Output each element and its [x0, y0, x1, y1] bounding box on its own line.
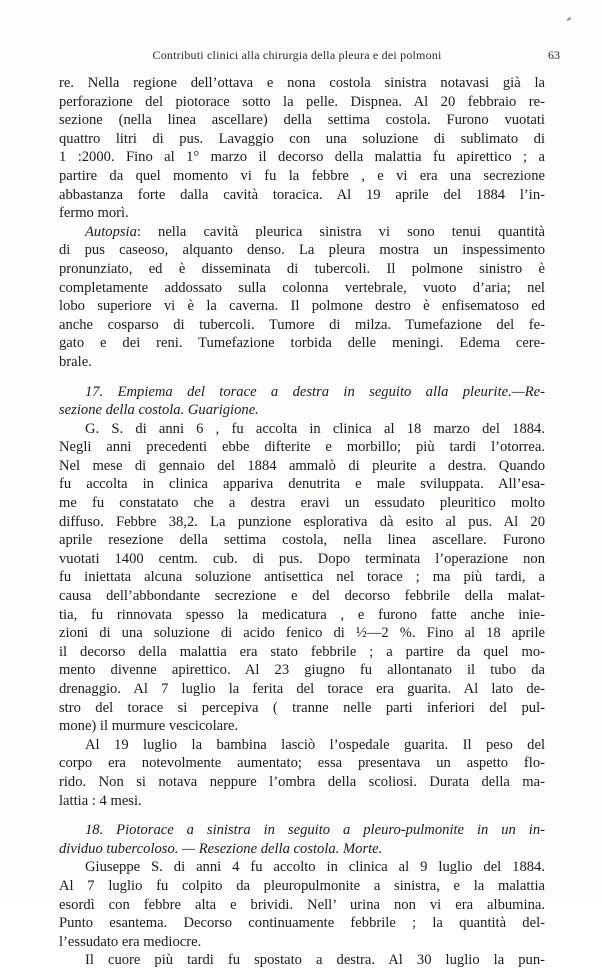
text-line: Nel mese di gennaio del 1884 ammalò di pleurite a destra. Quando: [59, 457, 545, 474]
text-line: drenaggio. Al 7 luglio la ferita del torace era guarita. Al lato de-: [59, 681, 545, 697]
autopsy-text: : nella cavità pleurica sinistra vi sono tenui quantità: [136, 223, 545, 240]
text-line: perforazione del piotorace sotto la pelle. Dispnea. Al 20 febbraio re-: [59, 93, 545, 110]
text-line: l’essudato era mediocre.: [59, 933, 202, 950]
paper-speck: [567, 17, 571, 21]
text-line: mone) il murmure vescicolare.: [59, 718, 239, 735]
body-text: [59, 74, 545, 970]
text-line: causa dell’abbondante secrezione e del decorso febbrile della malat-: [59, 588, 545, 605]
text-line: mento divenne apirettico. Al 23 giugno fu allontanato il tubo da: [59, 662, 545, 679]
case-18-heading: dividuo tubercoloso. — Resezione della costola. Morte.: [59, 840, 383, 857]
text-line: sezione (nella linea ascellare) della settima costola. Furono vuotati: [59, 112, 545, 129]
case-17-heading: sezione della costola. Guarigione.: [59, 402, 259, 419]
text-line: Giuseppe S. di anni 4 fu accolto in clinica al 9 luglio del 1884.: [85, 859, 545, 876]
section-gap: [59, 372, 545, 383]
text-line: gato e dei reni. Tumefazione torbida delle meningi. Edema cere-: [59, 335, 545, 352]
case-17-heading: 17. Empiema del torace a destra in seguito alla pleurite.—Re-: [85, 383, 545, 400]
text-line: aprile resezione della settima costola, nella linea ascellare. Furono: [59, 532, 545, 549]
text-line: anche cosparso di tubercoli. Tumore di milza. Tumefazione del fe-: [59, 316, 545, 333]
text-line: Negli anni precedenti ebbe difterite e morbillo; più tardi l’otorrea.: [59, 439, 545, 456]
text-line: zioni di una soluzione di acido fenico di ½—2 %. Fino al 18 aprile: [59, 625, 545, 642]
text-line: completamente addossato sulla colonna vertebrale, vuoto d’aria; nel: [59, 279, 545, 296]
case-18-heading: 18. Piotorace a sinistra in seguito a pleuro-pulmonite in un in-: [85, 822, 545, 839]
text-line: rido. Non si notava neppure l’ombra della scoliosi. Durata della ma-: [59, 773, 545, 790]
text-line: Al 19 luglio la bambina lasciò l’ospedale guarita. Il peso del: [85, 736, 545, 753]
autopsy-first-line: [59, 223, 545, 242]
text-line: re. Nella regione dell’ottava e nona costola sinistra notavasi già la: [59, 75, 545, 91]
text-line: diffuso. Febbre 38,2. La punzione esplorativa dà esito al pus. Al 20: [59, 513, 545, 530]
text-line: partire da quel momento vi fu la febbre , e vi era una secrezione: [59, 167, 545, 184]
text-line: esordì con febbre alta e brividi. Nell’ urina non vi era albumina.: [59, 896, 545, 913]
text-line: fu accolta in clinica appariva denutrita e male sviluppata. All’esa-: [59, 476, 545, 493]
text-line: Il cuore più tardi fu spostato a destra. Al 30 luglio la pun-: [85, 952, 545, 969]
text-line: fu iniettata alcuna soluzione antisettica nel torace ; ma più tardi, a: [59, 569, 545, 586]
text-line: il decorso della malattia era stato febbrile ; a partire da quel mo-: [59, 643, 545, 660]
autopsy-label: Autopsia: [85, 223, 137, 240]
text-line: Punto esantema. Decorso continuamente febbrile ; la quantità del-: [59, 915, 545, 932]
text-line: lobo superiore vi è la caverna. Il polmone destro è enfisematoso ed: [59, 298, 545, 315]
text-line: brale.: [59, 353, 92, 370]
text-line: tia, fu rinnovata spesso la medicatura , e furono fatte anche inie-: [59, 606, 545, 623]
section-gap: [59, 810, 545, 821]
text-line: quattro litri di pus. Lavaggio con una soluzione di sublimato di: [59, 130, 545, 147]
text-line: corpo era notevolmente aumentato; essa presentava un aspetto flo-: [59, 755, 545, 772]
text-line: me fu constatato che a destra eravi un essudato pleuritico molto: [59, 495, 545, 512]
page-number: 63: [548, 48, 560, 62]
text-line: pronunziato, ed è disseminata di tubercoli. Il polmone sinistro è: [59, 260, 545, 277]
text-line: di pus caseoso, alquanto denso. La pleura mostra un inspessimento: [59, 242, 545, 259]
text-line: 1 :2000. Fino al 1° marzo il decorso della malattia fu apirettico ; a: [59, 149, 545, 166]
text-line: Al 7 luglio fu colpito da pleuropulmonite a sinistra, e la malattia: [59, 877, 545, 894]
text-line: lattia : 4 mesi.: [59, 792, 142, 809]
text-line: vuotati 1400 centm. cub. di pus. Dopo terminata l’operazione non: [59, 550, 545, 567]
text-line: abbastanza forte dalla cavità toracica. Al 19 aprile del 1884 l’in-: [59, 186, 545, 203]
text-line: stro del torace si percepiva ( tranne nelle parti inferiori del pul-: [59, 699, 545, 716]
text-line: fermo morì.: [59, 205, 129, 222]
text-line: G. S. di anni 6 , fu accolta in clinica al 18 marzo del 1884.: [85, 420, 545, 437]
running-head: Contributi clinici alla chirurgia della pleura e dei polmoni: [152, 48, 442, 62]
